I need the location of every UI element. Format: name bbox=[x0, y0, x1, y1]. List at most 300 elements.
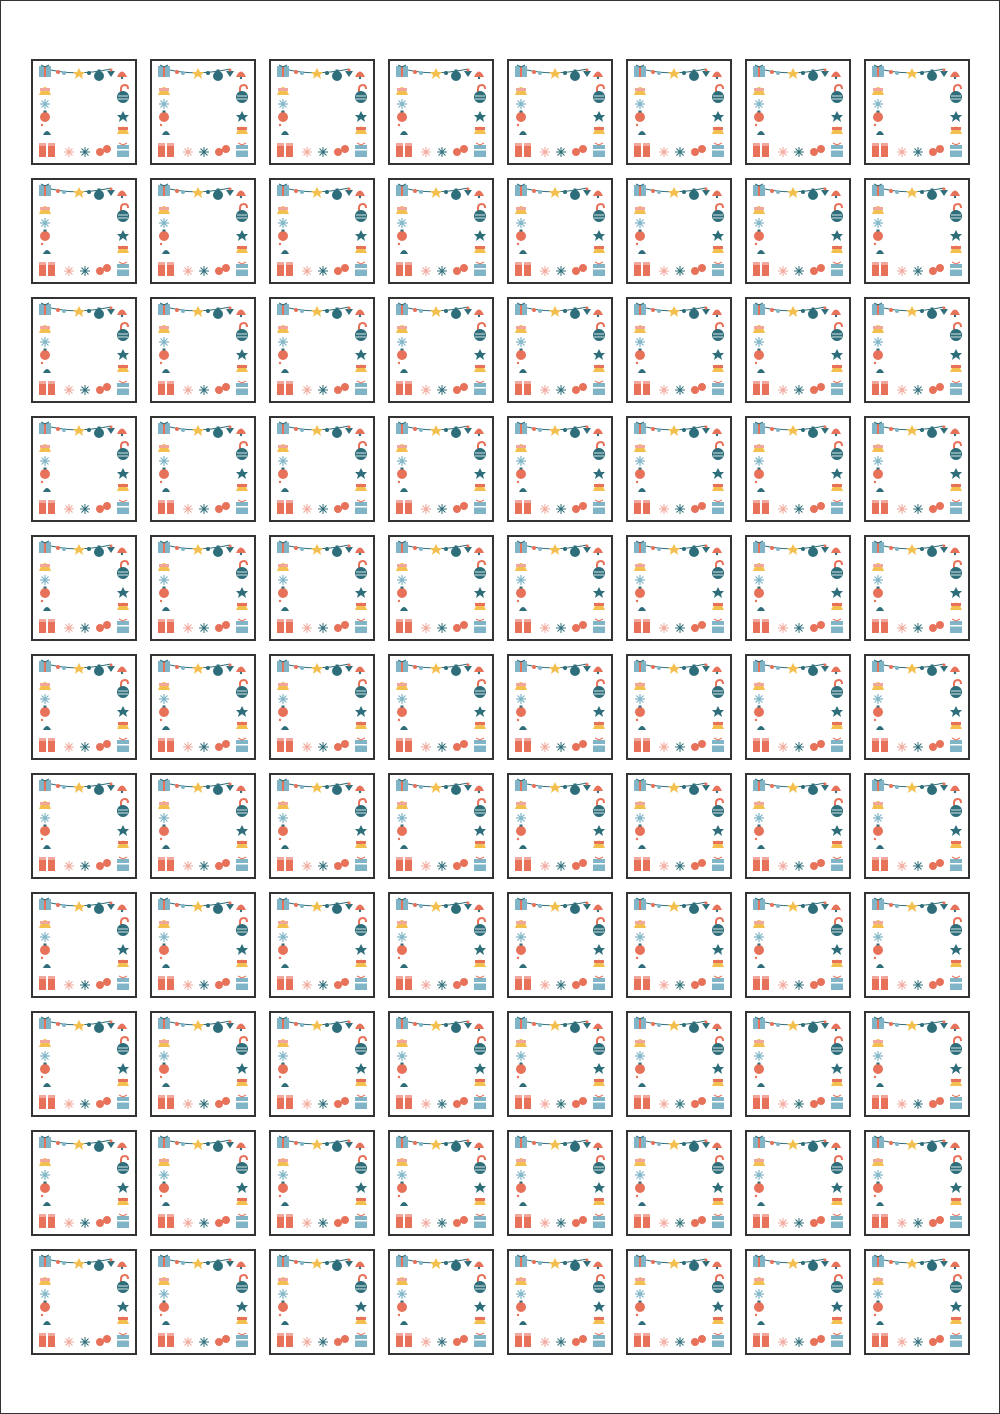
snowflake-icon bbox=[183, 385, 209, 395]
label-cell bbox=[745, 59, 851, 165]
snowflake-icon bbox=[159, 932, 169, 942]
label-cell bbox=[864, 892, 970, 998]
snowflake-icon bbox=[540, 1337, 566, 1347]
holly-icon bbox=[755, 481, 765, 492]
snowflake-icon bbox=[302, 861, 328, 871]
christmas-frame-decoration bbox=[152, 894, 254, 996]
label-cell bbox=[626, 892, 732, 998]
ornament-icon bbox=[40, 1182, 50, 1194]
label-cell bbox=[31, 59, 137, 165]
star-icon bbox=[474, 825, 486, 836]
christmas-frame-decoration bbox=[509, 1251, 611, 1353]
gift-icon bbox=[872, 1255, 884, 1267]
gift-icon bbox=[831, 738, 843, 752]
holly-icon bbox=[636, 838, 646, 849]
bell-icon bbox=[277, 444, 289, 452]
ornament-icon bbox=[754, 111, 764, 123]
ornament-icon bbox=[635, 587, 645, 599]
star-icon bbox=[906, 1020, 918, 1031]
gift-icon bbox=[872, 898, 884, 910]
star-icon bbox=[474, 1182, 486, 1193]
bell-icon bbox=[355, 1079, 367, 1087]
snowflake-icon bbox=[635, 218, 645, 228]
snowflake-icon bbox=[183, 147, 209, 157]
bell-icon bbox=[634, 1277, 646, 1285]
bell-icon bbox=[117, 484, 129, 492]
bell-icon bbox=[712, 667, 722, 675]
ornament-icon bbox=[516, 230, 526, 242]
snowflake-icon bbox=[778, 1099, 804, 1109]
gift-icon bbox=[634, 65, 646, 77]
star-icon bbox=[549, 68, 561, 79]
bell-icon bbox=[117, 548, 127, 556]
gift-icon bbox=[872, 1214, 888, 1228]
star-icon bbox=[192, 663, 204, 674]
star-icon bbox=[712, 1301, 724, 1312]
star-icon bbox=[712, 349, 724, 360]
snowflake-icon bbox=[302, 623, 328, 633]
snowflake-icon bbox=[897, 1218, 923, 1228]
gift-icon bbox=[39, 1136, 51, 1148]
label-cell bbox=[150, 535, 256, 641]
ornament-icon bbox=[159, 1301, 169, 1313]
label-cell bbox=[626, 178, 732, 284]
holly-icon bbox=[755, 1195, 765, 1206]
ornament-icon bbox=[516, 1063, 526, 1075]
snowflake-icon bbox=[183, 266, 209, 276]
ornament-icon bbox=[950, 805, 962, 817]
gift-icon bbox=[396, 660, 408, 672]
snowflake-icon bbox=[754, 1051, 764, 1061]
bell-icon bbox=[396, 206, 408, 214]
christmas-frame-decoration bbox=[390, 775, 492, 877]
gift-icon bbox=[396, 500, 412, 514]
star-icon bbox=[311, 1258, 323, 1269]
gift-icon bbox=[831, 381, 843, 395]
gift-icon bbox=[39, 65, 51, 77]
snowflake-icon bbox=[778, 742, 804, 752]
snowflake-icon bbox=[397, 1289, 407, 1299]
bell-icon bbox=[277, 1158, 289, 1166]
christmas-frame-decoration bbox=[747, 418, 849, 520]
gift-icon bbox=[158, 619, 174, 633]
label-cell bbox=[388, 297, 494, 403]
ornament-icon bbox=[754, 1182, 764, 1194]
christmas-frame-decoration bbox=[628, 894, 730, 996]
star-icon bbox=[593, 1063, 605, 1074]
star-icon bbox=[950, 1063, 962, 1074]
holly-icon bbox=[517, 838, 527, 849]
bell-icon bbox=[712, 1262, 722, 1270]
label-cell bbox=[507, 178, 613, 284]
ornament-icon bbox=[40, 1063, 50, 1075]
gift-icon bbox=[158, 381, 174, 395]
gift-icon bbox=[355, 1214, 367, 1228]
holly-icon bbox=[41, 481, 51, 492]
gift-icon bbox=[712, 619, 724, 633]
gift-icon bbox=[950, 1333, 962, 1347]
holly-icon bbox=[755, 957, 765, 968]
gift-icon bbox=[396, 303, 408, 315]
gift-icon bbox=[396, 1095, 412, 1109]
christmas-frame-decoration bbox=[747, 1013, 849, 1115]
christmas-frame-decoration bbox=[390, 537, 492, 639]
bell-icon bbox=[831, 365, 843, 373]
snowflake-icon bbox=[302, 742, 328, 752]
star-icon bbox=[355, 706, 367, 717]
ornament-icon bbox=[117, 210, 129, 222]
star-icon bbox=[593, 825, 605, 836]
ornament-icon bbox=[593, 1162, 605, 1174]
bell-icon bbox=[39, 920, 51, 928]
label-cell bbox=[269, 1130, 375, 1236]
snowflake-icon bbox=[40, 694, 50, 704]
bell-icon bbox=[158, 325, 170, 333]
snowflake-icon bbox=[278, 456, 288, 466]
holly-icon bbox=[41, 362, 51, 373]
ornament-icon bbox=[453, 740, 468, 751]
gift-icon bbox=[39, 500, 55, 514]
ornament-icon bbox=[236, 1162, 248, 1174]
star-icon bbox=[549, 425, 561, 436]
bell-icon bbox=[355, 1143, 365, 1151]
ornament-icon bbox=[873, 349, 883, 361]
label-cell bbox=[745, 178, 851, 284]
ornament-icon bbox=[397, 1063, 407, 1075]
bell-icon bbox=[712, 127, 724, 135]
gift-icon bbox=[950, 738, 962, 752]
star-icon bbox=[474, 230, 486, 241]
gift-icon bbox=[355, 1095, 367, 1109]
label-cell bbox=[150, 892, 256, 998]
gift-icon bbox=[634, 1136, 646, 1148]
label-cell bbox=[388, 773, 494, 879]
ornament-icon bbox=[691, 145, 706, 156]
snowflake-icon bbox=[278, 813, 288, 823]
bell-icon bbox=[593, 960, 605, 968]
gift-icon bbox=[277, 1017, 289, 1029]
bell-icon bbox=[117, 1317, 129, 1325]
bell-icon bbox=[634, 444, 646, 452]
snowflake-icon bbox=[159, 575, 169, 585]
snowflake-icon bbox=[40, 1051, 50, 1061]
star-icon bbox=[474, 111, 486, 122]
ornament-icon bbox=[712, 210, 724, 222]
label-cell bbox=[864, 59, 970, 165]
gift-icon bbox=[39, 1255, 51, 1267]
bell-icon bbox=[950, 191, 960, 199]
gift-icon bbox=[634, 898, 646, 910]
gift-icon bbox=[277, 660, 289, 672]
ornament-icon bbox=[474, 91, 486, 103]
star-icon bbox=[906, 1258, 918, 1269]
ornament-icon bbox=[474, 210, 486, 222]
ornament-icon bbox=[810, 502, 825, 513]
star-icon bbox=[712, 587, 724, 598]
holly-icon bbox=[398, 1195, 408, 1206]
ornament-icon bbox=[159, 825, 169, 837]
ornament-icon bbox=[635, 1301, 645, 1313]
star-icon bbox=[787, 187, 799, 198]
snowflake-icon bbox=[159, 99, 169, 109]
star-icon bbox=[787, 1139, 799, 1150]
ornament-icon bbox=[712, 805, 724, 817]
snowflake-icon bbox=[516, 813, 526, 823]
star-icon bbox=[192, 425, 204, 436]
christmas-frame-decoration bbox=[390, 1251, 492, 1353]
bell-icon bbox=[158, 563, 170, 571]
ornament-icon bbox=[215, 1335, 230, 1346]
ornament-icon bbox=[236, 448, 248, 460]
holly-icon bbox=[41, 719, 51, 730]
gift-icon bbox=[39, 541, 51, 553]
star-icon bbox=[117, 1301, 129, 1312]
snowflake-icon bbox=[873, 575, 883, 585]
star-icon bbox=[593, 587, 605, 598]
bell-icon bbox=[950, 1262, 960, 1270]
holly-icon bbox=[874, 957, 884, 968]
christmas-frame-decoration bbox=[271, 418, 373, 520]
bell-icon bbox=[593, 1262, 603, 1270]
ornament-icon bbox=[831, 1043, 843, 1055]
ornament-icon bbox=[453, 383, 468, 394]
snowflake-icon bbox=[754, 218, 764, 228]
holly-icon bbox=[160, 600, 170, 611]
bell-icon bbox=[753, 563, 765, 571]
bell-icon bbox=[474, 127, 486, 135]
ornament-icon bbox=[474, 1043, 486, 1055]
bell-icon bbox=[396, 920, 408, 928]
christmas-frame-decoration bbox=[33, 1132, 135, 1234]
star-icon bbox=[549, 306, 561, 317]
ornament-icon bbox=[159, 944, 169, 956]
bell-icon bbox=[515, 563, 527, 571]
star-icon bbox=[311, 187, 323, 198]
bell-icon bbox=[753, 87, 765, 95]
gift-icon bbox=[396, 1255, 408, 1267]
bell-icon bbox=[236, 429, 246, 437]
ornament-icon bbox=[810, 859, 825, 870]
gift-icon bbox=[515, 143, 531, 157]
bell-icon bbox=[950, 1024, 960, 1032]
ornament-icon bbox=[516, 1182, 526, 1194]
bell-icon bbox=[515, 920, 527, 928]
ornament-icon bbox=[117, 686, 129, 698]
star-icon bbox=[311, 782, 323, 793]
bell-icon bbox=[950, 1198, 962, 1206]
snowflake-icon bbox=[278, 218, 288, 228]
ornament-icon bbox=[831, 1281, 843, 1293]
christmas-frame-decoration bbox=[152, 656, 254, 758]
label-cell bbox=[626, 1130, 732, 1236]
bell-icon bbox=[396, 444, 408, 452]
christmas-frame-decoration bbox=[509, 775, 611, 877]
bell-icon bbox=[236, 905, 246, 913]
label-cell bbox=[31, 1130, 137, 1236]
ornament-icon bbox=[810, 621, 825, 632]
snowflake-icon bbox=[278, 1051, 288, 1061]
star-icon bbox=[311, 544, 323, 555]
snowflake-icon bbox=[659, 504, 685, 514]
holly-icon bbox=[398, 957, 408, 968]
bell-icon bbox=[593, 667, 603, 675]
snowflake-icon bbox=[778, 385, 804, 395]
star-icon bbox=[593, 468, 605, 479]
label-cell bbox=[150, 178, 256, 284]
label-cell bbox=[31, 416, 137, 522]
snowflake-icon bbox=[635, 694, 645, 704]
gift-icon bbox=[158, 898, 170, 910]
gift-icon bbox=[753, 738, 769, 752]
ornament-icon bbox=[873, 825, 883, 837]
holly-icon bbox=[41, 838, 51, 849]
label-cell bbox=[864, 297, 970, 403]
gift-icon bbox=[39, 303, 51, 315]
ornament-icon bbox=[873, 706, 883, 718]
holly-icon bbox=[160, 124, 170, 135]
gift-icon bbox=[117, 500, 129, 514]
snowflake-icon bbox=[659, 980, 685, 990]
christmas-frame-decoration bbox=[628, 180, 730, 282]
gift-icon bbox=[712, 500, 724, 514]
ornament-icon bbox=[593, 1043, 605, 1055]
star-icon bbox=[73, 187, 85, 198]
star-icon bbox=[430, 1139, 442, 1150]
bell-icon bbox=[277, 801, 289, 809]
bell-icon bbox=[593, 484, 605, 492]
star-icon bbox=[549, 1020, 561, 1031]
bell-icon bbox=[712, 1143, 722, 1151]
gift-icon bbox=[117, 262, 129, 276]
bell-icon bbox=[712, 1024, 722, 1032]
star-icon bbox=[906, 425, 918, 436]
snowflake-icon bbox=[540, 504, 566, 514]
bell-icon bbox=[753, 444, 765, 452]
ornament-icon bbox=[215, 502, 230, 513]
bell-icon bbox=[831, 667, 841, 675]
gift-icon bbox=[355, 143, 367, 157]
ornament-icon bbox=[117, 329, 129, 341]
label-cell bbox=[626, 297, 732, 403]
christmas-frame-decoration bbox=[747, 180, 849, 282]
gift-icon bbox=[593, 381, 605, 395]
christmas-frame-decoration bbox=[747, 775, 849, 877]
gift-icon bbox=[872, 660, 884, 672]
holly-icon bbox=[398, 124, 408, 135]
snowflake-icon bbox=[278, 337, 288, 347]
gift-icon bbox=[39, 619, 55, 633]
gift-icon bbox=[158, 143, 174, 157]
christmas-frame-decoration bbox=[747, 1251, 849, 1353]
bell-icon bbox=[355, 786, 365, 794]
snowflake-icon bbox=[516, 575, 526, 585]
gift-icon bbox=[515, 1136, 527, 1148]
bell-icon bbox=[593, 246, 605, 254]
snowflake-icon bbox=[278, 1170, 288, 1180]
snowflake-icon bbox=[659, 742, 685, 752]
star-icon bbox=[549, 901, 561, 912]
ornament-icon bbox=[635, 1182, 645, 1194]
holly-icon bbox=[517, 124, 527, 135]
ornament-icon bbox=[96, 621, 111, 632]
gift-icon bbox=[396, 1333, 412, 1347]
ornament-icon bbox=[453, 264, 468, 275]
holly-icon bbox=[279, 243, 289, 254]
gift-icon bbox=[593, 500, 605, 514]
bell-icon bbox=[236, 722, 248, 730]
snowflake-icon bbox=[421, 980, 447, 990]
ornament-icon bbox=[810, 1216, 825, 1227]
label-cell bbox=[388, 59, 494, 165]
ornament-icon bbox=[96, 145, 111, 156]
star-icon bbox=[950, 468, 962, 479]
holly-icon bbox=[755, 1314, 765, 1325]
star-icon bbox=[668, 663, 680, 674]
holly-icon bbox=[279, 957, 289, 968]
bell-icon bbox=[593, 429, 603, 437]
label-cell bbox=[31, 773, 137, 879]
christmas-frame-decoration bbox=[866, 1251, 968, 1353]
label-cell bbox=[31, 1011, 137, 1117]
gift-icon bbox=[753, 500, 769, 514]
gift-icon bbox=[39, 779, 51, 791]
christmas-frame-decoration bbox=[390, 1132, 492, 1234]
label-cell bbox=[626, 773, 732, 879]
snowflake-icon bbox=[421, 1337, 447, 1347]
christmas-frame-decoration bbox=[271, 1132, 373, 1234]
snowflake-icon bbox=[40, 575, 50, 585]
gift-icon bbox=[277, 500, 293, 514]
bell-icon bbox=[831, 127, 843, 135]
gift-icon bbox=[950, 500, 962, 514]
snowflake-icon bbox=[183, 1337, 209, 1347]
star-icon bbox=[192, 544, 204, 555]
ornament-icon bbox=[635, 825, 645, 837]
label-cell bbox=[269, 297, 375, 403]
bell-icon bbox=[593, 365, 605, 373]
star-icon bbox=[430, 782, 442, 793]
star-icon bbox=[950, 706, 962, 717]
bell-icon bbox=[712, 786, 722, 794]
label-cell bbox=[626, 1249, 732, 1355]
snowflake-icon bbox=[873, 1051, 883, 1061]
snowflake-icon bbox=[40, 1289, 50, 1299]
bell-icon bbox=[117, 72, 127, 80]
bell-icon bbox=[117, 841, 129, 849]
holly-icon bbox=[517, 1314, 527, 1325]
star-icon bbox=[668, 1258, 680, 1269]
gift-icon bbox=[158, 262, 174, 276]
star-icon bbox=[117, 825, 129, 836]
ornament-icon bbox=[96, 740, 111, 751]
gift-icon bbox=[158, 660, 170, 672]
gift-icon bbox=[158, 857, 174, 871]
ornament-icon bbox=[635, 944, 645, 956]
bell-icon bbox=[515, 801, 527, 809]
gift-icon bbox=[753, 660, 765, 672]
ornament-icon bbox=[117, 91, 129, 103]
holly-icon bbox=[636, 1076, 646, 1087]
gift-icon bbox=[950, 619, 962, 633]
snowflake-icon bbox=[302, 1218, 328, 1228]
ornament-icon bbox=[334, 383, 349, 394]
gift-icon bbox=[277, 1333, 293, 1347]
bell-icon bbox=[39, 206, 51, 214]
snowflake-icon bbox=[421, 1218, 447, 1228]
gift-icon bbox=[277, 381, 293, 395]
label-cell bbox=[745, 416, 851, 522]
gift-icon bbox=[277, 262, 293, 276]
